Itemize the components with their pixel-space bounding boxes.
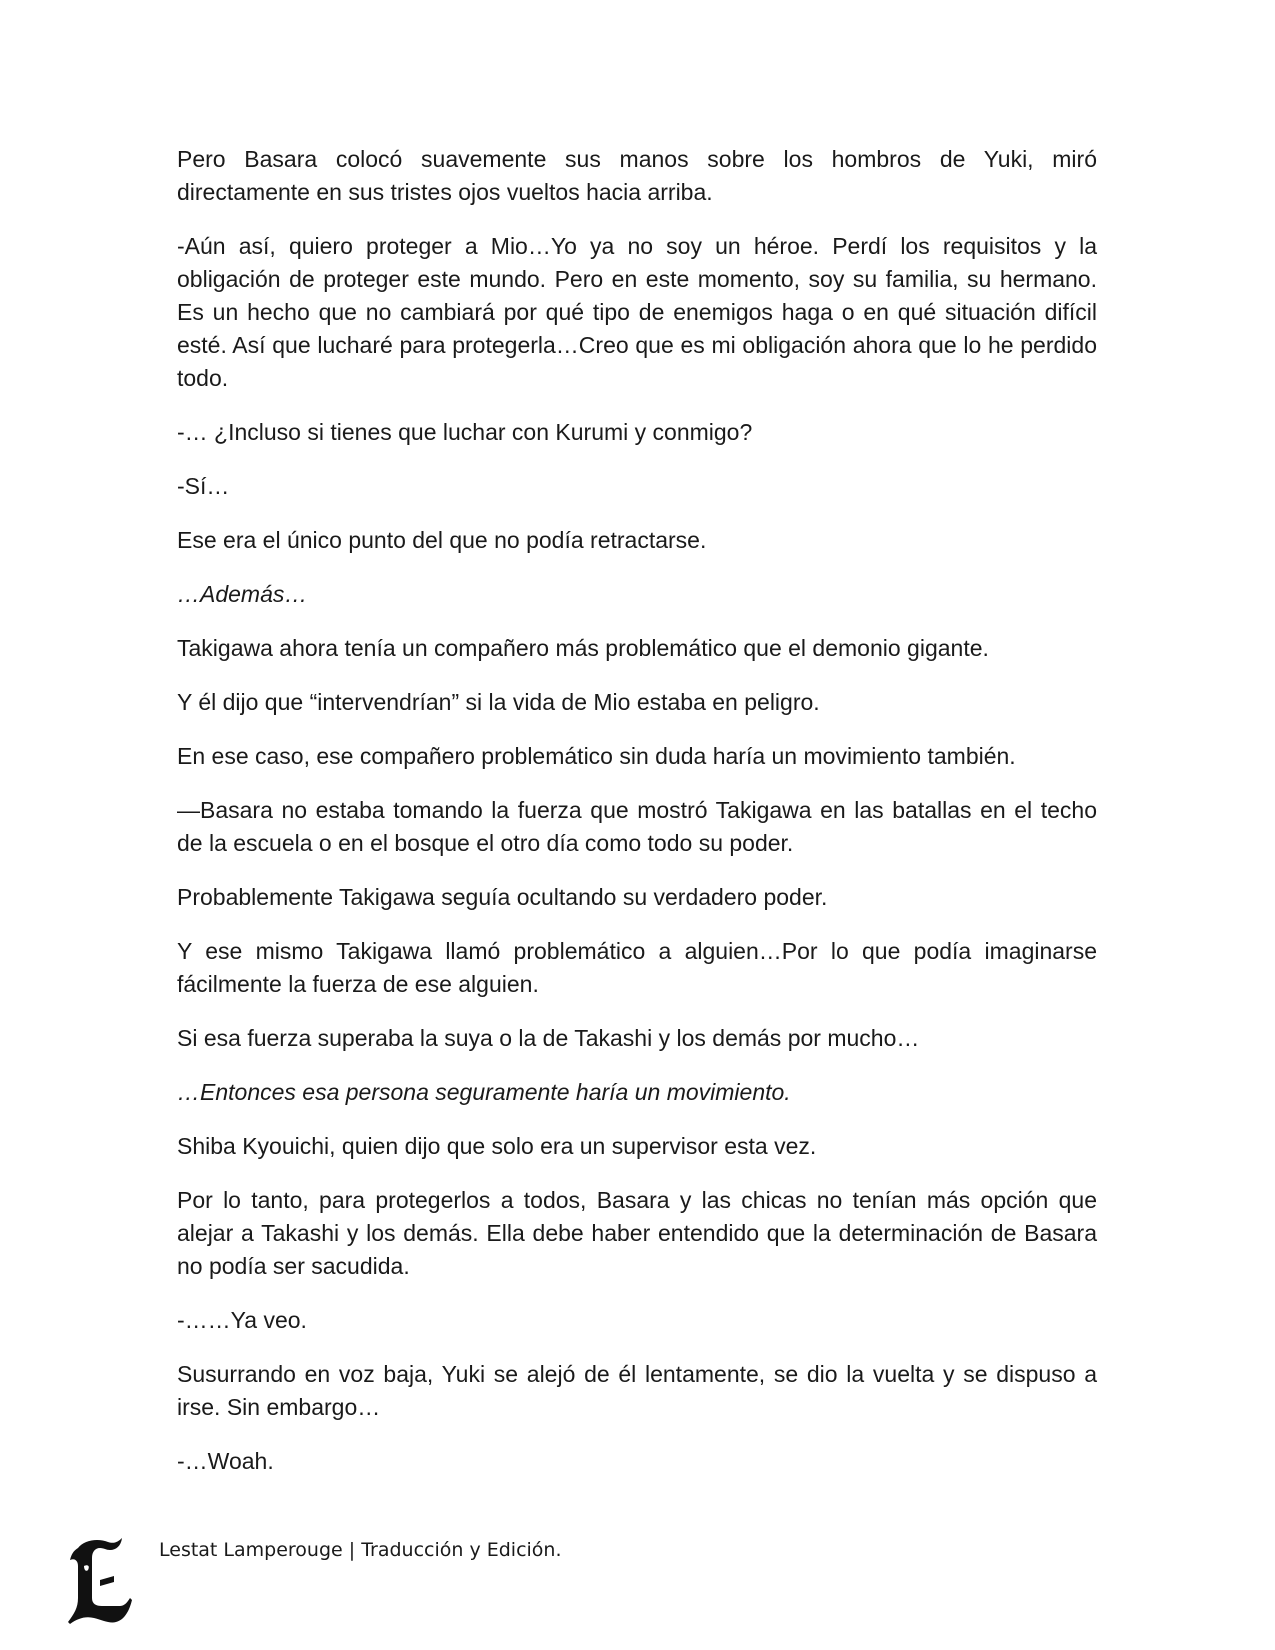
- paragraph: En ese caso, ese compañero problemático sin duda haría un movimiento también.: [177, 743, 1016, 769]
- paragraph: -… ¿Incluso si tienes que luchar con Kurumi y conmigo?: [177, 419, 753, 445]
- gothic-letter-l-logo-icon: [64, 1536, 134, 1626]
- paragraph: Takigawa ahora tenía un compañero más problemático que el demonio gigante.: [177, 635, 989, 661]
- paragraph: Si esa fuerza superaba la suya o la de Takashi y los demás por mucho…: [177, 1025, 920, 1051]
- paragraph: —Basara no estaba tomando la fuerza que mostró Takigawa en las batallas en el techo de la escuela o en el bosque el otro día como todo su poder.: [177, 797, 1097, 856]
- paragraph: Probablemente Takigawa seguía ocultando su verdadero poder.: [177, 884, 828, 910]
- paragraph: -Aún así, quiero proteger a Mio…Yo ya no soy un héroe. Perdí los requisitos y la obligación de proteger este mundo. Pero en este momento, soy su familia, su hermano. Es un hecho que no cambiará por qué tipo de enemigos haga o en qué situación difícil esté. Así que lucharé para protegerla…Creo que es mi obligación ahora que lo he perdido todo.: [177, 233, 1097, 391]
- paragraph-italic: …Además…: [177, 581, 308, 607]
- paragraph: Y ese mismo Takigawa llamó problemático a alguien…Por lo que podía imaginarse fácilmente la fuerza de ese alguien.: [177, 938, 1097, 997]
- paragraph: Shiba Kyouichi, quien dijo que solo era un supervisor esta vez.: [177, 1133, 817, 1159]
- paragraph-italic: …Entonces esa persona seguramente haría un movimiento.: [177, 1079, 791, 1105]
- paragraph: Y él dijo que “intervendrían” si la vida de Mio estaba en peligro.: [177, 689, 820, 715]
- page-footer: [60, 1536, 760, 1626]
- paragraph: -……Ya veo.: [177, 1307, 307, 1333]
- footer-credit: Lestat Lamperouge | Traducción y Edición.: [159, 1539, 562, 1561]
- page-body: [177, 143, 1097, 1499]
- paragraph: Susurrando en voz baja, Yuki se alejó de él lentamente, se dio la vuelta y se dispuso a irse. Sin embargo…: [177, 1361, 1097, 1420]
- paragraph: Por lo tanto, para protegerlos a todos, Basara y las chicas no tenían más opción que alejar a Takashi y los demás. Ella debe haber entendido que la determinación de Basara no podía ser sacudida.: [177, 1187, 1097, 1279]
- paragraph: -…Woah.: [177, 1448, 274, 1474]
- paragraph: Pero Basara colocó suavemente sus manos sobre los hombros de Yuki, miró directamente en sus tristes ojos vueltos hacia arriba.: [177, 146, 1097, 205]
- paragraph: Ese era el único punto del que no podía retractarse.: [177, 527, 707, 553]
- paragraph: -Sí…: [177, 473, 230, 499]
